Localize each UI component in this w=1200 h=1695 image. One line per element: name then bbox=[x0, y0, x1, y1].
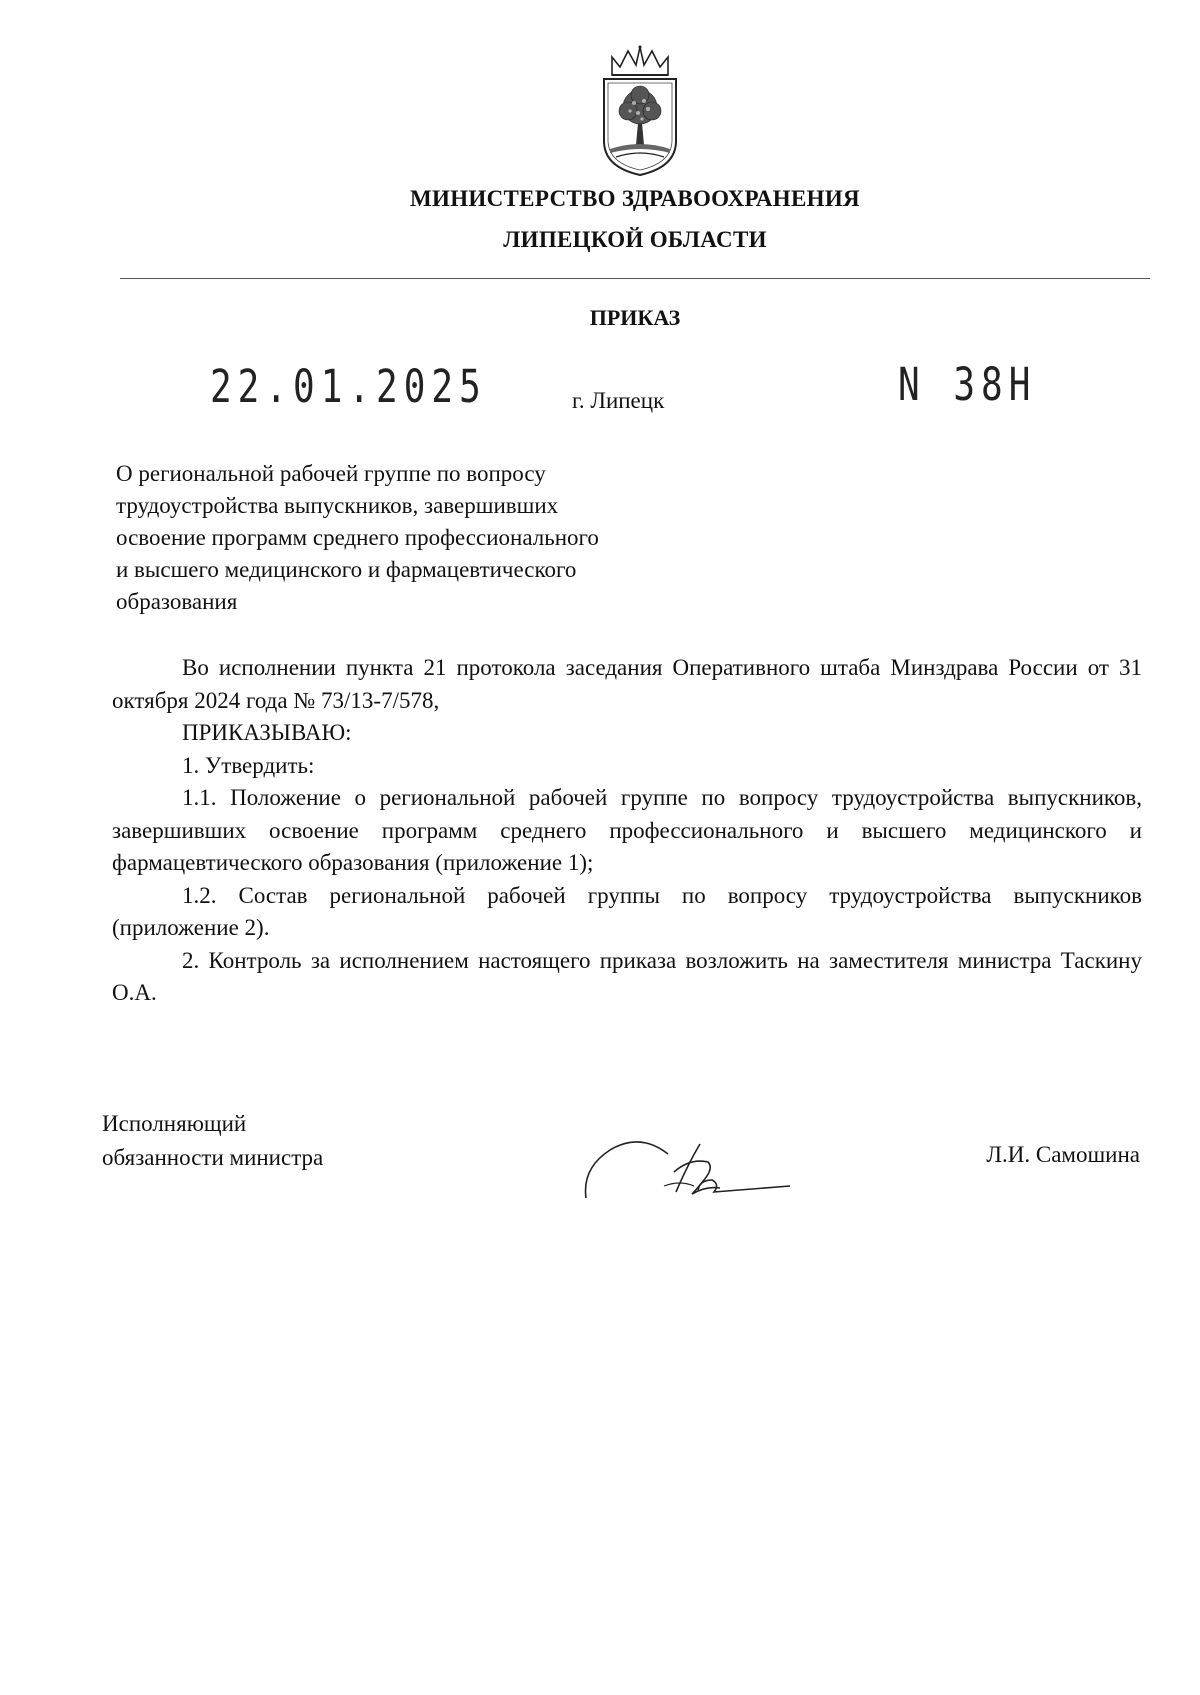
document-type: ПРИКАЗ bbox=[589, 305, 681, 330]
document-body bbox=[112, 652, 1142, 1010]
coat-of-arms-emblem bbox=[598, 45, 682, 177]
document-subject bbox=[116, 458, 756, 618]
document-number: N 38H bbox=[898, 359, 1037, 411]
signatory-title-line: Исполняющий bbox=[102, 1111, 247, 1136]
body-order-word: ПРИКАЗЫВАЮ: bbox=[182, 720, 352, 745]
ministry-name-line-2: ЛИПЕЦКОЙ ОБЛАСТИ bbox=[503, 227, 767, 252]
document-date: 22.01.2025 bbox=[210, 361, 487, 413]
body-paragraph-preamble: Во исполнении пункта 21 протокола заседания Оперативного штаба Минздрава России от 31 октября 2024 года № 73/13-7/578, bbox=[112, 655, 1142, 713]
signatory-title bbox=[102, 1107, 323, 1175]
signatory-name: Л.И. Самошина bbox=[986, 1142, 1140, 1167]
body-item-1: 1. Утвердить: bbox=[182, 752, 315, 778]
ministry-name-line-1: МИНИСТЕРСТВО ЗДРАВООХРАНЕНИЯ bbox=[410, 186, 860, 211]
subject-line: трудоустройства выпускников, завершивших bbox=[116, 493, 559, 518]
subject-line: О региональной рабочей группе по вопросу bbox=[116, 461, 546, 486]
body-item-1-1: 1.1. Положение о региональной рабочей группе по вопросу трудоустройства выпускников, завершивших освоение программ среднего профессионального и высшего медицинского и фармацевтического образования (приложение 1); bbox=[112, 785, 1142, 875]
document-city: г. Липецк bbox=[572, 388, 665, 413]
header-divider bbox=[120, 278, 1150, 279]
body-item-1-2: 1.2. Состав региональной рабочей группы по вопросу трудоустройства выпускников (приложение 2). bbox=[112, 882, 1142, 940]
handwritten-signature bbox=[580, 1128, 800, 1203]
subject-line: образования bbox=[116, 589, 238, 614]
subject-line: освоение программ среднего профессионального bbox=[116, 525, 599, 550]
body-item-2: 2. Контроль за исполнением настоящего приказа возложить на заместителя министра Таскину О.А. bbox=[112, 947, 1142, 1005]
subject-line: и высшего медицинского и фармацевтического bbox=[116, 557, 577, 582]
signatory-title-line: обязанности министра bbox=[102, 1145, 324, 1170]
